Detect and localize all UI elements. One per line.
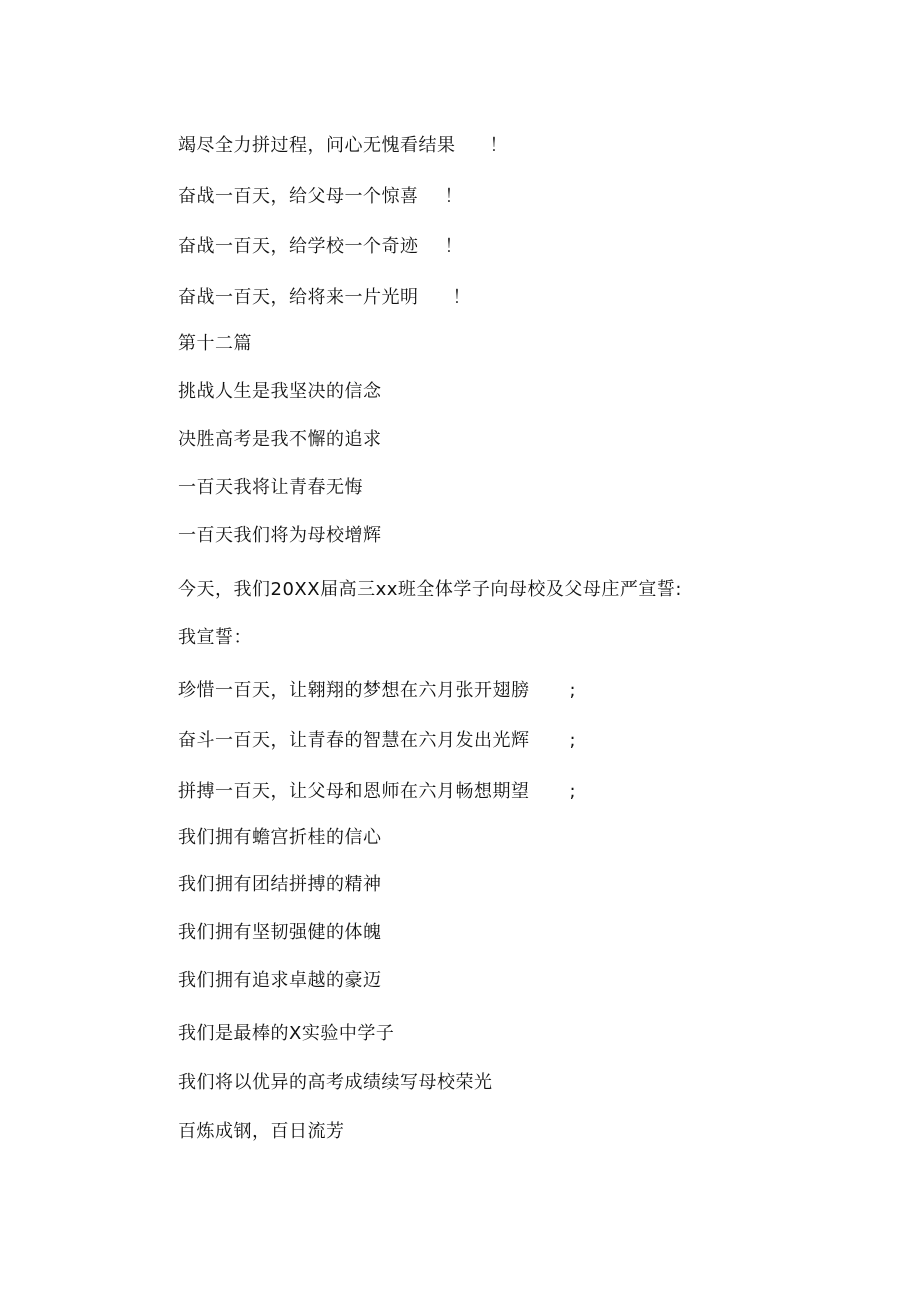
line-text: 拼搏一百天，让父母和恩师在六月畅想期望 [178,781,530,802]
line-text: 百炼成钢，百日流芳 [178,1121,345,1142]
line-punctuation: ！ [444,186,463,207]
line-text: 我们将以优异的高考成绩续写母校荣光 [178,1072,493,1093]
line-text: 我们是最棒的X实验中学子 [178,1023,395,1044]
text-line [178,578,682,602]
line-text: 我宣誓： [178,627,252,648]
line-text: 今天，我们20XX届高三xx班全体学子向母校及父母庄严宣誓: [178,579,682,600]
text-line [178,185,463,209]
text-line [178,921,382,945]
line-text: 一百天我将让青春无悔 [178,477,363,498]
line-text: 奋战一百天，给将来一片光明 [178,287,419,308]
text-line [178,626,252,650]
line-text: 奋战一百天，给父母一个惊喜 [178,186,419,207]
line-punctuation: ; [569,680,577,701]
text-line [178,1022,394,1046]
line-text: 一百天我们将为母校增辉 [178,525,382,546]
line-text: 竭尽全力拼过程，问心无愧看结果 [178,135,456,156]
line-text: 我们拥有坚韧强健的体魄 [178,922,382,943]
line-text: 我们拥有追求卓越的豪迈 [178,970,382,991]
line-punctuation: ！ [444,236,463,257]
text-line [178,476,363,500]
line-text: 我们拥有团结拼搏的精神 [178,874,382,895]
line-punctuation: ; [569,781,577,802]
text-line [178,1071,493,1095]
text-line [178,969,382,993]
text-line [178,524,382,548]
text-line [178,826,382,850]
text-line [178,380,382,404]
line-text: 决胜高考是我不懈的追求 [178,429,382,450]
line-text: 珍惜一百天，让翱翔的梦想在六月张开翅膀 [178,680,530,701]
section-heading [178,332,252,356]
line-text: 奋斗一百天，让青春的智慧在六月发出光辉 [178,730,530,751]
text-line [178,873,382,897]
text-line [178,1120,345,1144]
line-text: 挑战人生是我坚决的信念 [178,381,382,402]
text-line [178,428,382,452]
line-punctuation: ！ [452,287,471,308]
line-text: 奋战一百天，给学校一个奇迹 [178,236,419,257]
text-line [178,286,471,310]
text-line [178,134,508,158]
line-punctuation: ！ [489,135,508,156]
line-text: 第十二篇 [178,333,252,354]
text-line [178,235,463,259]
text-line [178,780,576,804]
text-line [178,729,576,753]
line-punctuation: ; [569,730,577,751]
line-text: 我们拥有蟾宫折桂的信心 [178,827,382,848]
text-line [178,679,576,703]
